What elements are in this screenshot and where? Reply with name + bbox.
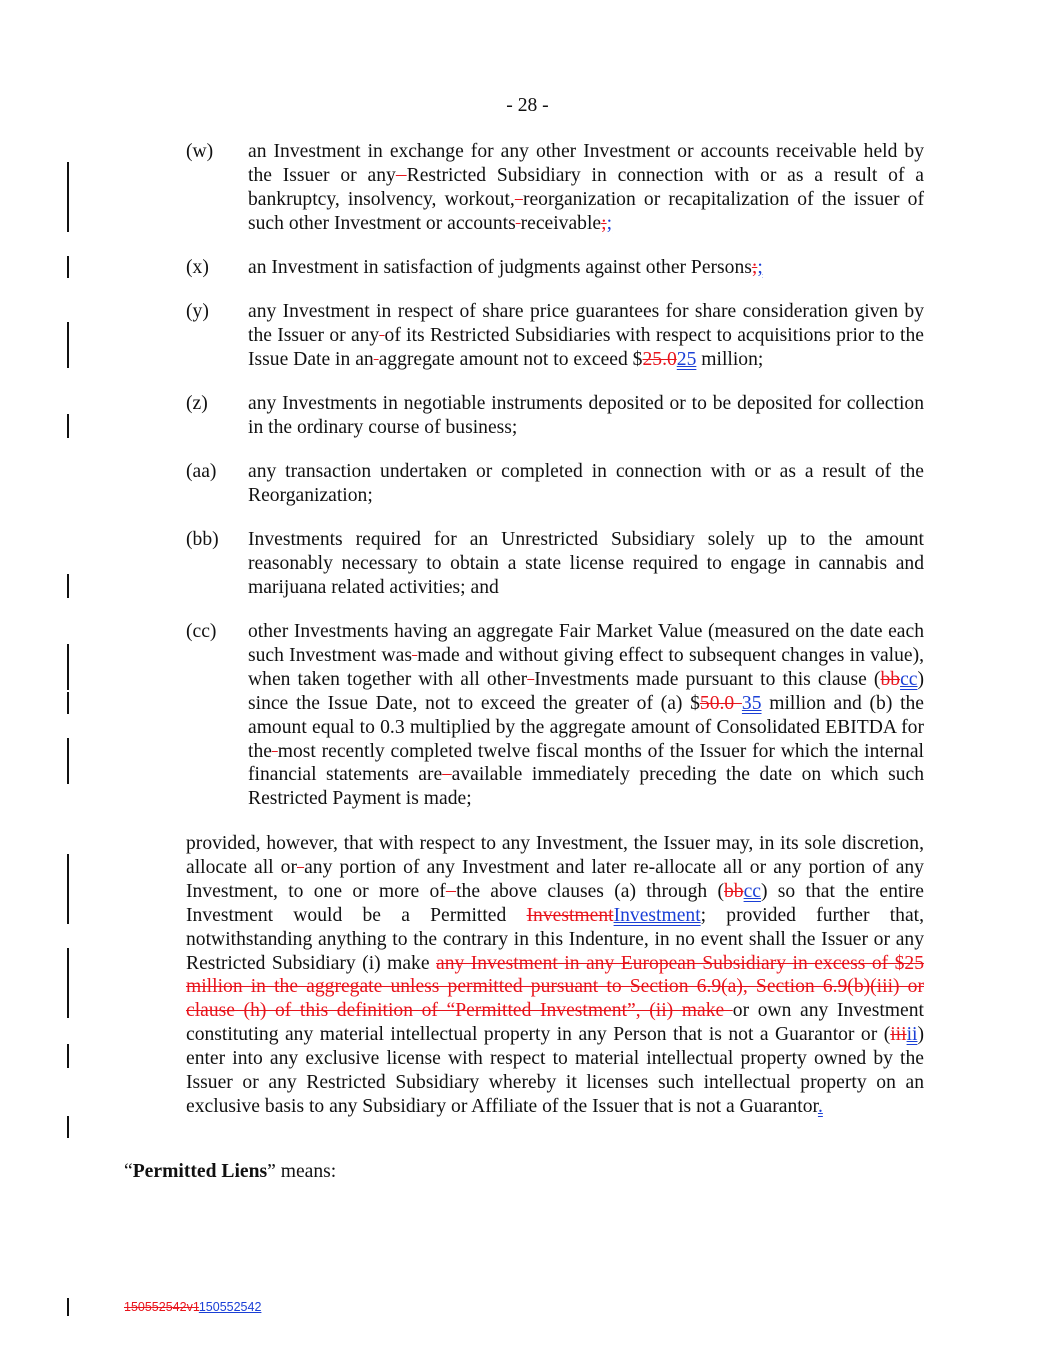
change-bar — [67, 854, 69, 924]
text-run: other Investments having an aggregate Fair Market Value (measured on the date each such Investment was — [248, 621, 924, 666]
clause-text — [248, 392, 924, 440]
text-run: ) so that the entire Investment would be a Permitted — [186, 880, 924, 926]
text-run: provided, however, that with respect to any Investment, the Issuer may, in its sole discretion, allocate all or — [186, 833, 924, 878]
text-run: an Investment in satisfaction of judgments against other Persons — [248, 257, 752, 278]
clause-label: (y) — [186, 301, 209, 322]
inserted-doc-id: 150552542 — [198, 1300, 262, 1314]
text-run: the above clauses (a) through ( — [456, 880, 724, 902]
text-run: Restricted Subsidiary in connection with or as a result of a bankruptcy, insolvency, workout, — [248, 164, 925, 210]
change-bar — [67, 1116, 69, 1138]
defined-term: Permitted Liens — [132, 1161, 268, 1182]
change-bar — [67, 948, 69, 1018]
open-quote: “ — [124, 1161, 133, 1182]
proviso-paragraph — [186, 832, 924, 1119]
inserted-text: ; — [606, 212, 613, 234]
deleted-text: bb — [724, 880, 744, 902]
text-run: ) since the Issue Date, not to exceed the greater of (a) $ — [248, 668, 924, 714]
text-run: million; — [696, 348, 764, 370]
deleted-text: bb — [880, 668, 901, 690]
text-run: made and without giving effect to subsequent changes in value), when taken together with all other — [248, 644, 925, 690]
deleted-text: any Investment in any European Subsidiary in excess of $25 million in the aggregate unless permitted pursuant to Section 6.9(a), Section 6.9(b)(iii) or clause (h) of this definition of “Permitted Investment”, (ii) make — [186, 952, 924, 1022]
change-bar — [67, 256, 69, 278]
clause-text — [248, 140, 924, 236]
text-run: Investments required for an Unrestricted Subsidiary solely up to the amount reasonably necessary to obtain a state license required to engage in cannabis and marijuana related activities; and — [248, 529, 924, 598]
deleted-text: 25.0 — [642, 348, 677, 370]
clause-label: (w) — [186, 141, 214, 162]
inserted-text: cc — [743, 880, 761, 902]
deleted-text — [515, 189, 523, 210]
text-run: any Investment in respect of share price guarantees for share consideration given by the Issuer or any — [248, 301, 924, 346]
clause-label: (cc) — [186, 621, 217, 642]
clause-text — [248, 460, 924, 508]
inserted-text: 35 — [741, 692, 762, 714]
clause-text — [248, 528, 924, 600]
inserted-text: ; — [757, 257, 763, 278]
deleted-text — [446, 881, 456, 902]
clause-text — [248, 300, 924, 372]
clause-label: (bb) — [186, 529, 219, 550]
definition-heading — [124, 1160, 336, 1184]
deleted-text: Investment — [526, 904, 614, 926]
change-bar — [67, 1044, 69, 1068]
clause-label: (x) — [186, 257, 209, 278]
text-run: of its Restricted Subsidiaries with respect to acquisitions prior to the Issue Date in an — [248, 324, 924, 370]
deleted-text: iii — [890, 1024, 907, 1046]
text-run: ; provided further that, notwithstanding anything to the contrary in this Indenture, in no event shall the Issuer or any Restricted Subsidiary (i) make — [186, 904, 924, 974]
text-run: any transaction undertaken or completed in connection with or as a result of the Reorganization; — [248, 461, 924, 506]
clause-label: (z) — [186, 393, 208, 414]
inserted-text: 25 — [676, 348, 697, 370]
text-run: aggregate amount not to exceed $ — [378, 348, 643, 370]
change-bar — [67, 322, 69, 368]
deleted-text: ; — [751, 257, 758, 278]
clause-label: (aa) — [186, 461, 217, 482]
document-id-footer — [124, 1300, 261, 1314]
change-bar — [67, 738, 69, 784]
deleted-text — [442, 764, 452, 785]
text-run: Investments made pursuant to this clause ( — [534, 668, 881, 690]
text-run: an Investment in exchange for any other Investment or accounts receivable held by the Issuer or any — [248, 141, 924, 186]
inserted-text: ii — [906, 1024, 918, 1046]
deleted-text: ; — [601, 212, 607, 234]
deleted-doc-id: 150552542v1 — [124, 1300, 199, 1314]
change-bar — [67, 1298, 69, 1316]
change-bar — [67, 162, 69, 232]
clause-text — [248, 620, 924, 811]
change-bar — [67, 414, 69, 438]
change-bar — [67, 644, 69, 690]
inserted-text: . — [817, 1095, 823, 1117]
text-run: receivable — [520, 212, 602, 234]
text-run: most recently completed twelve fiscal months of the Issuer for which the internal financial statements are — [248, 740, 924, 786]
text-run: reorganization or recapitalization of the issuer of such other Investment or accounts — [248, 188, 925, 234]
change-bar — [67, 574, 69, 598]
text-run: any portion of any Investment and later re-allocate all or any portion of any Investment, to one or more of — [186, 856, 924, 902]
deleted-text: 50.0 — [699, 692, 742, 714]
clause-text — [248, 256, 924, 280]
inserted-text: cc — [900, 668, 918, 690]
text-run: ) enter into any exclusive license with respect to material intellectual property owned by the Issuer or any Restricted Subsidiary whereby it licenses such intellectual property on an exclusive basis to any Subsidiary or Affiliate of the Issuer that is not a Guarantor — [186, 1024, 924, 1117]
inserted-text: Investment — [613, 904, 701, 926]
text-run: million and (b) the amount equal to 0.3 multiplied by the aggregate amount of Consolidated EBITDA for the — [248, 692, 925, 762]
heading-tail: ” means: — [267, 1161, 337, 1182]
deleted-text — [396, 165, 407, 186]
page-number: - 28 - — [506, 95, 549, 116]
text-run: any Investments in negotiable instruments deposited or to be deposited for collection in the ordinary course of business; — [248, 393, 924, 438]
change-bar — [67, 692, 69, 714]
text-run: or own any Investment constituting any material intellectual property in any Person that is not a Guarantor or ( — [186, 1000, 924, 1046]
text-run: available immediately preceding the date on which such Restricted Payment is made; — [248, 764, 925, 810]
